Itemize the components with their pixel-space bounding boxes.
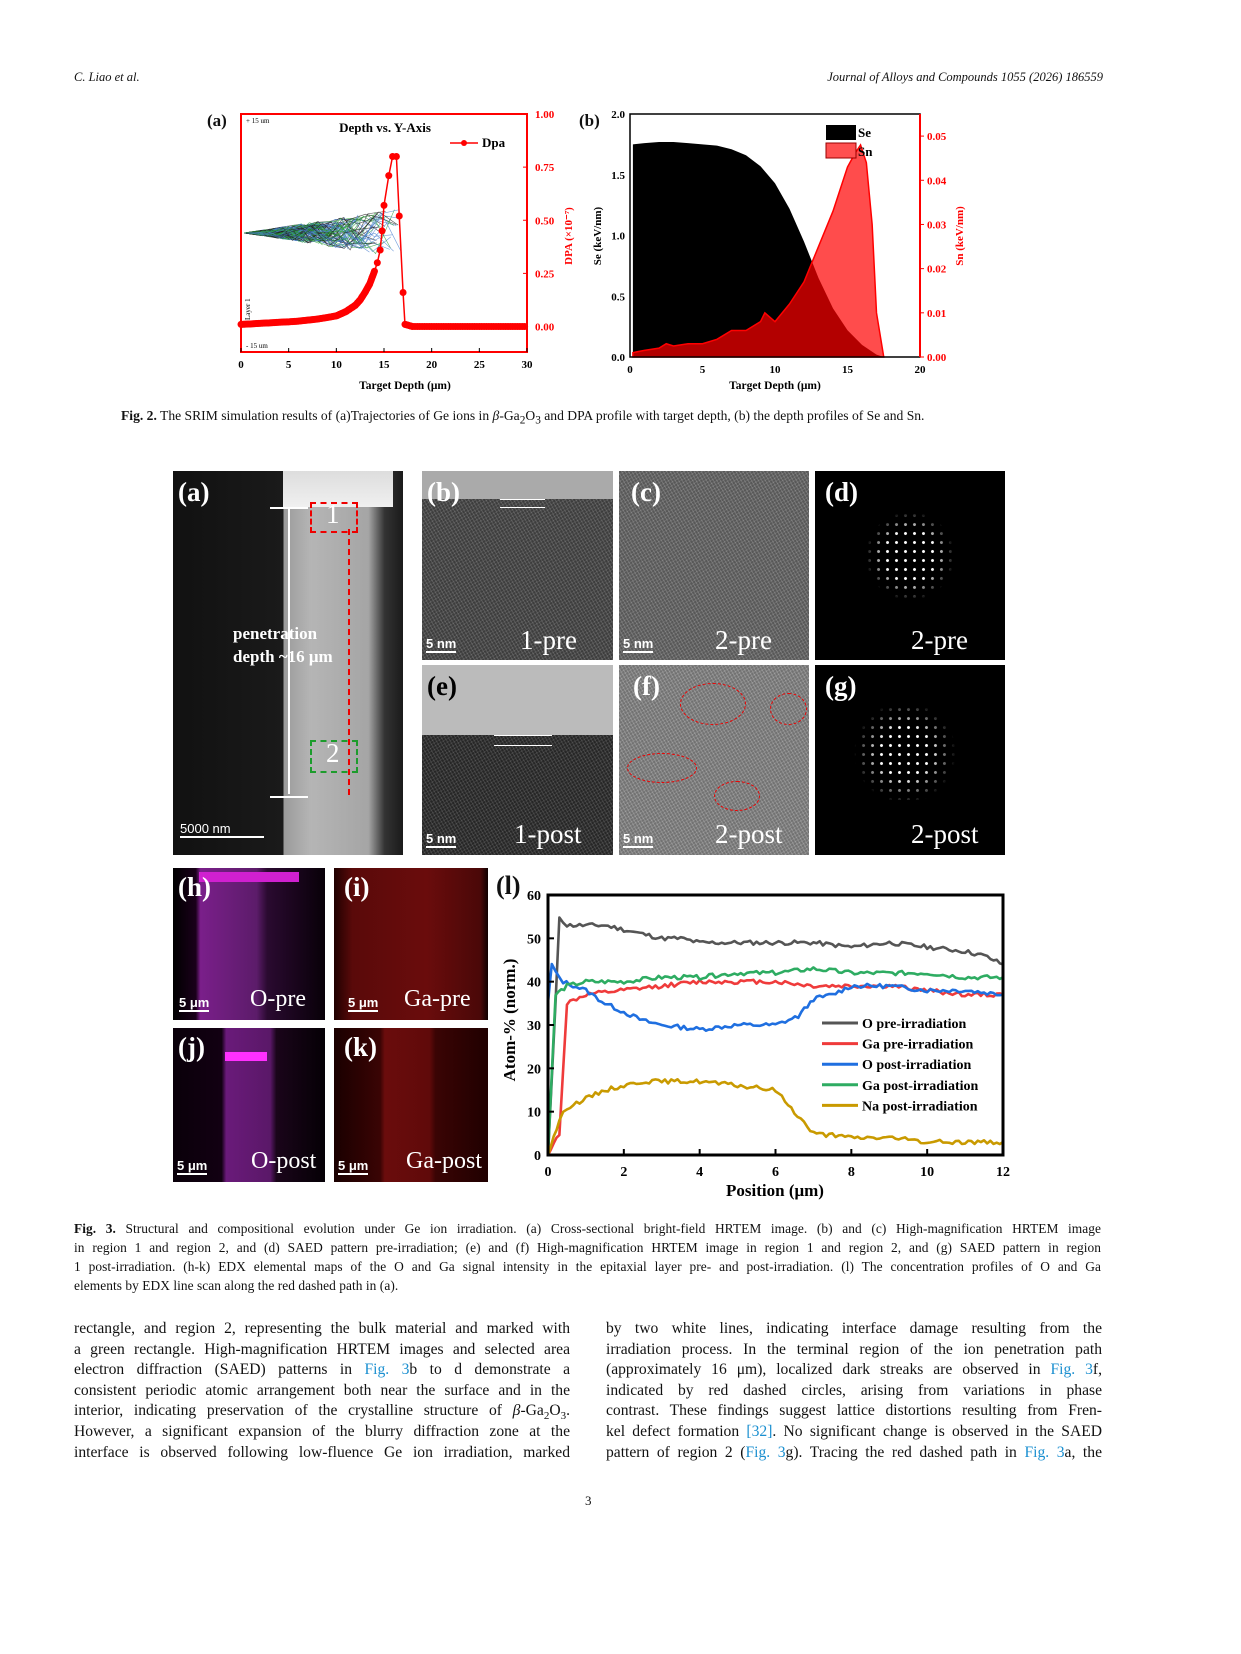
y-tick-label: 0.25 <box>535 268 555 281</box>
reference-link[interactable]: [32] <box>746 1423 773 1440</box>
y-tick-label: 0.5 <box>611 291 625 304</box>
legend-label: Na post-irradiation <box>862 1099 978 1115</box>
panel-tag: O-post <box>251 1148 317 1174</box>
body-text: by two white lines, indicating interface damage resulting from the <box>606 1320 1102 1337</box>
body-text-line <box>74 1444 570 1462</box>
x-tick-label: 15 <box>378 359 390 371</box>
y-tick-label: 0 <box>534 1149 541 1164</box>
x-axis-label: Position (μm) <box>726 1181 824 1200</box>
inset-label-bottom: - 15 um <box>246 342 268 350</box>
caption-text: β <box>492 408 500 423</box>
scale-bar: 5000 nm <box>180 822 264 838</box>
y-axis-label: DPA (×10⁻⁷) <box>563 207 575 265</box>
body-text-line <box>74 1320 570 1338</box>
y2-tick-label: 0.00 <box>927 352 947 364</box>
y2-tick-label: 0.03 <box>927 219 947 232</box>
body-text-line <box>606 1402 1102 1420</box>
reference-link[interactable]: Fig. 3 <box>745 1443 786 1461</box>
body-text: contrast. These findings suggest lattice distortions resulting from Fren- <box>606 1402 1102 1420</box>
panel-tag: 2-post <box>911 819 979 849</box>
body-text: indicated by red dashed circles, arising from variations in phase <box>606 1381 1102 1399</box>
body-text-line <box>606 1382 1102 1400</box>
body-text: (approximately 16 μm), localized dark streaks are observed in <box>606 1361 1051 1379</box>
fig2-caption-label: Fig. 2. <box>121 408 157 423</box>
y-tick-label: 1.0 <box>611 230 625 243</box>
panel-tag: Ga-post <box>406 1148 482 1174</box>
y-tick-label: 20 <box>527 1062 541 1078</box>
scale-bar: 5 nm <box>426 636 457 651</box>
panel-tag: 1-pre <box>520 625 577 655</box>
depth-label-line: penetration <box>233 624 318 643</box>
panel-label: (b) <box>427 477 460 507</box>
caption-text: Structural and compositional evolution under Ge ion irradiation. (a) Cross-sectional bright-field HRTEM image. (b) and (c) High-magnification HRTEM image <box>115 1221 1101 1236</box>
y-tick-label: 0.75 <box>535 162 555 175</box>
x-tick-label: 30 <box>521 359 533 371</box>
x-tick-label: 10 <box>769 364 781 376</box>
body-text: g). Tracing the red dashed path in <box>785 1443 1025 1461</box>
body-text: f, <box>1092 1361 1102 1379</box>
fig3-caption-line: elements by EDX line scan along the red dashed path in (a). <box>74 1278 399 1293</box>
body-text-line <box>606 1320 1102 1338</box>
y-axis-label: Se (keV/nm) <box>592 206 604 266</box>
body-text: 2 <box>543 1410 550 1423</box>
panel-tag: 1-post <box>514 819 582 849</box>
y-tick-label: 1.5 <box>611 169 625 182</box>
running-header-journal: Journal of Alloys and Compounds 1055 (2026) 186559 <box>827 70 1103 84</box>
body-text: 3 <box>560 1410 567 1423</box>
x-tick-label: 6 <box>772 1165 779 1180</box>
panel-label: (a) <box>178 477 210 507</box>
body-text-line <box>606 1361 1102 1379</box>
scale-bar: 5 μm <box>177 1158 208 1173</box>
x-tick-label: 0 <box>627 364 633 376</box>
body-text-line <box>606 1444 1102 1462</box>
y2-tick-label: 0.01 <box>927 307 947 320</box>
scale-bar: 5 μm <box>348 995 379 1010</box>
body-text: . <box>566 1402 570 1420</box>
x-axis-label: Target Depth (μm) <box>729 380 821 392</box>
page-number: 3 <box>585 1493 592 1508</box>
body-text: b to d demonstrate a <box>409 1361 570 1379</box>
panel-label: (i) <box>344 872 370 902</box>
y-tick-label: 2.0 <box>611 109 625 121</box>
body-text: electron diffraction (SAED) patterns in <box>74 1361 365 1379</box>
y2-tick-label: 0.05 <box>927 131 947 144</box>
panel-label: (j) <box>178 1032 205 1062</box>
caption-text: and DPA profile with target depth, (b) the depth profiles of Se and Sn. <box>540 408 925 423</box>
panel-label: (f) <box>633 671 660 701</box>
fig3-caption-line: 1 post-irradiation. (h-k) EDX elemental maps of the O and Ga signal intensity in the epitaxial layer pre- and post-irradiation. (l) The concentration profiles of O and Ga <box>74 1259 1101 1274</box>
fig3-panel-l-label: (l) <box>496 871 521 900</box>
body-text: interior, indicating preservation of the crystalline structure of <box>74 1402 513 1420</box>
x-tick-label: 10 <box>920 1165 935 1180</box>
panel-label: (h) <box>178 872 211 902</box>
x-tick-label: 25 <box>473 359 485 371</box>
fig3-caption-label: Fig. 3. <box>74 1221 116 1236</box>
legend-label: O pre-irradiation <box>862 1017 967 1032</box>
x-tick-label: 5 <box>285 359 292 371</box>
x-tick-label: 10 <box>330 359 342 371</box>
y-tick-label: 10 <box>527 1105 541 1121</box>
body-text: a, the <box>1064 1443 1102 1461</box>
body-text: -Ga <box>520 1402 544 1420</box>
scale-bar: 5 nm <box>623 636 654 651</box>
y-tick-label: 60 <box>527 889 541 904</box>
panel-tag: Ga-pre <box>404 986 471 1012</box>
caption-text: O <box>525 408 536 423</box>
panel-label: (d) <box>825 477 858 507</box>
legend-label: Dpa <box>482 135 506 150</box>
region-2-label: 2 <box>326 738 340 768</box>
panel-label: (k) <box>344 1032 377 1062</box>
x-tick-label: 4 <box>696 1165 704 1180</box>
x-tick-label: 12 <box>996 1165 1010 1180</box>
panel-tag: 2-post <box>715 819 783 849</box>
x-tick-label: 8 <box>847 1165 855 1180</box>
x-tick-label: 15 <box>842 364 853 376</box>
reference-link[interactable]: Fig. 3 <box>1050 1361 1093 1379</box>
inset-label-top: + 15 um <box>246 117 270 125</box>
y-tick-label: 1.00 <box>535 109 555 121</box>
reference-link[interactable]: Fig. 3 <box>1024 1443 1065 1461</box>
body-text: rectangle, and region 2, representing the bulk material and marked with <box>74 1320 570 1337</box>
caption-text: 2 <box>519 414 526 427</box>
chart-title: Depth vs. Y-Axis <box>339 120 431 135</box>
x-tick-label: 20 <box>914 364 926 376</box>
body-text-line <box>74 1361 570 1379</box>
caption-text: 3 <box>535 414 541 427</box>
x-tick-label: 5 <box>699 364 706 376</box>
y-tick-label: 40 <box>527 975 541 991</box>
legend-label: O post-irradiation <box>862 1058 972 1074</box>
scale-bar: 5 μm <box>179 995 210 1010</box>
y-tick-label: 0.00 <box>535 321 555 334</box>
caption-text: -Ga <box>499 408 520 423</box>
body-text: interface is observed following low-fluence Ge ion irradiation, marked <box>74 1443 570 1461</box>
depth-label-line: depth ~16 μm <box>233 647 333 666</box>
x-tick-label: 0 <box>544 1165 552 1180</box>
panel-tag: 2-pre <box>911 625 968 655</box>
fig2-panel-b-label: (b) <box>579 111 600 130</box>
legend-label: Ga post-irradiation <box>862 1078 979 1094</box>
y-tick-label: 0.50 <box>535 215 555 228</box>
y-tick-label: 0.0 <box>611 352 625 364</box>
x-tick-label: 2 <box>620 1165 628 1180</box>
series-line-o-pre-irradiation <box>548 918 1003 1155</box>
panel-tag: 2-pre <box>715 625 772 655</box>
region-1-label: 1 <box>326 499 340 529</box>
body-text-line <box>606 1423 1102 1441</box>
scale-bar: 5 nm <box>426 831 457 846</box>
body-text: kel defect formation <box>606 1423 747 1440</box>
body-text-line <box>74 1382 570 1400</box>
body-text: O <box>549 1402 561 1420</box>
x-tick-label: 20 <box>426 359 438 371</box>
body-text: However, a significant expansion of the blurry diffraction zone at the <box>74 1423 570 1440</box>
body-text: irradiation process. In the terminal region of the ion penetration path <box>606 1340 1102 1358</box>
scale-bar: 5 nm <box>623 831 654 846</box>
x-tick-label: 0 <box>238 359 244 371</box>
reference-link[interactable]: Fig. 3 <box>364 1361 410 1379</box>
panel-label: (e) <box>427 671 457 701</box>
caption-text: The SRIM simulation results of (a)Trajectories of Ge ions in <box>156 408 493 423</box>
fig3-caption-line: in region 1 and region 2, and (d) SAED pattern pre-irradiation; (e) and (f) High-magnification HRTEM image in region 1 and region 2, and (g) SAED pattern in region <box>74 1240 1101 1255</box>
panel-label: (c) <box>631 477 661 507</box>
inset-label-layer: Layer 1 <box>244 298 252 320</box>
body-text-line <box>606 1341 1102 1359</box>
y2-tick-label: 0.04 <box>927 175 947 188</box>
body-text: . No significant change is observed in the SAED <box>772 1423 1102 1440</box>
body-text-line <box>74 1423 570 1441</box>
legend-label: Sn <box>858 144 873 159</box>
y2-axis-label: Sn (keV/nm) <box>954 206 966 266</box>
y-tick-label: 50 <box>527 932 541 948</box>
body-text: a green rectangle. High-magnification HRTEM images and selected area <box>74 1340 570 1358</box>
scale-bar: 5 μm <box>338 1158 369 1173</box>
running-header-authors: C. Liao et al. <box>74 70 140 84</box>
panel-tag: O-pre <box>250 986 306 1012</box>
y-axis-label: Atom-% (norm.) <box>500 958 519 1082</box>
y2-tick-label: 0.02 <box>927 263 947 276</box>
fig2-panel-a-label: (a) <box>207 111 227 130</box>
body-text: β <box>512 1402 521 1420</box>
panel-label: (g) <box>825 671 857 701</box>
body-text: consistent periodic atomic arrangement both near the surface and in the <box>74 1381 570 1399</box>
body-text: pattern of region 2 ( <box>606 1443 746 1461</box>
y-tick-label: 30 <box>527 1019 541 1034</box>
x-axis-label: Target Depth (μm) <box>359 380 451 392</box>
body-text-line <box>74 1341 570 1359</box>
legend-label: Se <box>858 125 871 140</box>
body-text-line <box>74 1402 570 1422</box>
fig3-caption-line <box>74 1221 1101 1237</box>
legend-label: Ga pre-irradiation <box>862 1037 974 1053</box>
